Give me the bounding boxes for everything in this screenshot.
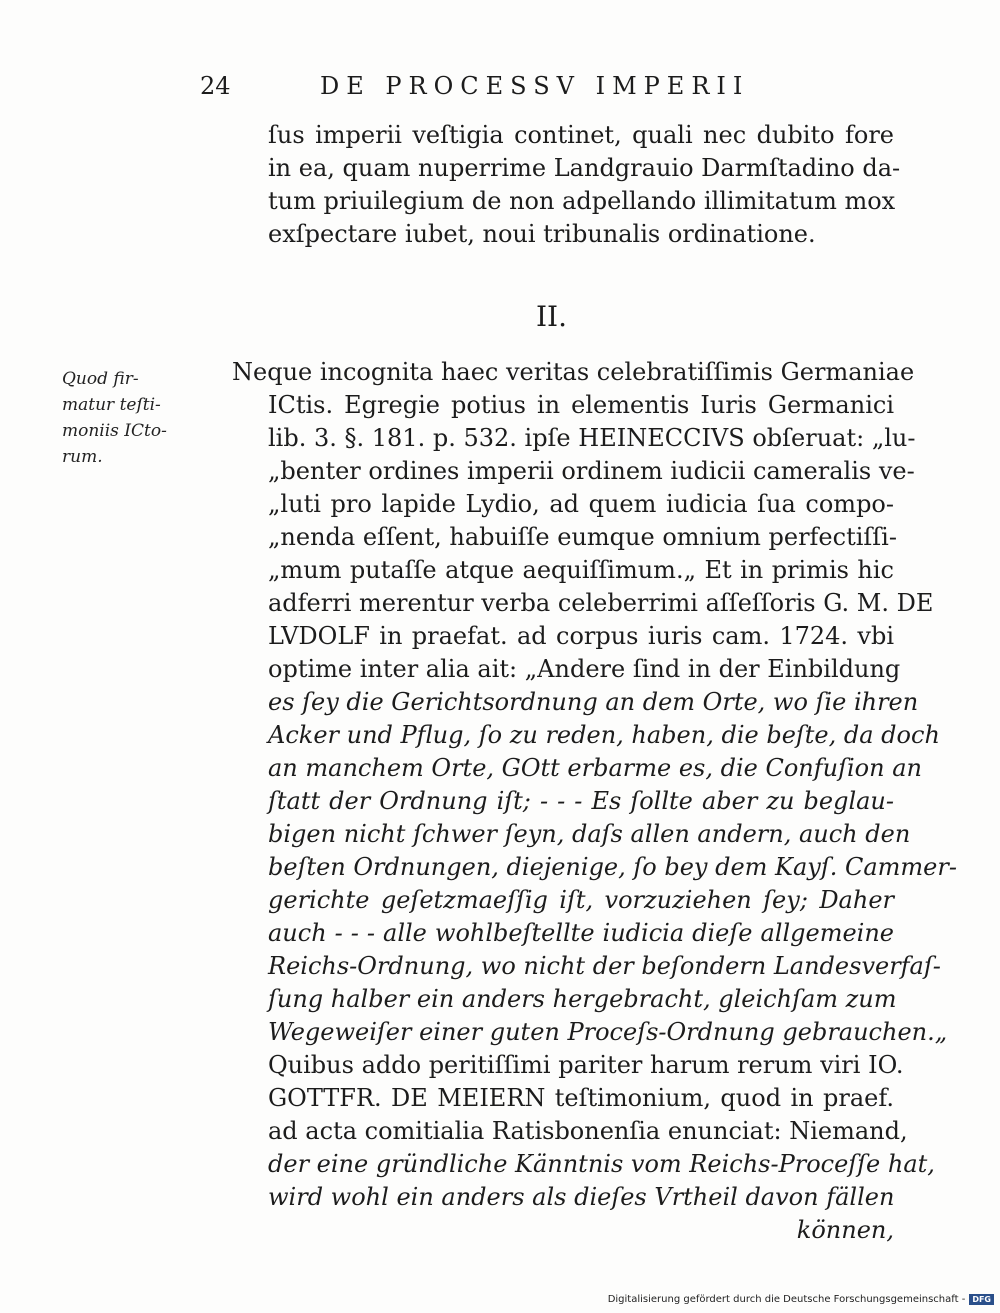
text-line: bigen nicht ſchwer ſeyn, daſs allen andern, auch den [268, 820, 911, 848]
dfg-logo: DFG [969, 1294, 994, 1305]
text-line: ſus imperii veſtigia continet, quali nec dubito fore [268, 121, 894, 149]
text-line: ad acta comitialia Ratisbonenſia enunciat: Niemand, [268, 1117, 908, 1145]
text-line: es ſey die Gerichtsordnung an dem Orte, wo ſie ihren [268, 688, 919, 716]
page-header [200, 72, 900, 112]
text-line: auch - - - alle wohlbeſtellte iudicia dieſe allgemeine [268, 919, 894, 947]
text-line: der eine gründliche Känntnis vom Reichs-Proceſſe hat, [268, 1150, 935, 1178]
text-line: lib. 3. §. 181. p. 532. ipſe HEINECCIVS obſeruat: „lu- [268, 424, 916, 452]
text-line: können, [796, 1216, 894, 1244]
text-line: „benter ordines imperii ordinem iudicii cameralis ve- [268, 457, 915, 485]
margin-note-line: moniis ICto- [62, 421, 167, 441]
text-line: Wegeweiſer einer guten Proceſs-Ordnung gebrauchen.„ [268, 1018, 948, 1046]
text-line: ſtatt der Ordnung iſt; - - - Es ſollte aber zu beglau- [268, 787, 894, 815]
margin-note-line: matur teſti- [62, 395, 161, 415]
text-line: in ea, quam nuperrime Landgrauio Darmſtadino da- [268, 154, 901, 182]
text-line: gerichte geſetzmaeſſig iſt, vorzuziehen ſey; Daher [268, 886, 894, 914]
text-line: „luti pro lapide Lydio, ad quem iudicia ſua compo- [268, 490, 894, 518]
text-line: LVDOLF in praefat. ad corpus iuris cam. 1724. vbi [268, 622, 894, 650]
text-line: Neque incognita haec veritas celebratiſſimis Germaniae [232, 358, 915, 386]
text-line: ſung halber ein anders hergebracht, gleichſam zum [268, 985, 897, 1013]
text-line: GOTTFR. DE MEIERN teſtimonium, quod in praef. [268, 1084, 894, 1112]
text-line: wird wohl ein anders als dieſes Vrtheil davon fällen [268, 1183, 895, 1211]
text-line: Acker und Pflug, ſo zu reden, haben, die beſte, da doch [268, 721, 940, 749]
footer-text: Digitalisierung gefördert durch die Deutsche Forschungsgemeinschaft - [607, 1294, 966, 1305]
margin-note-line: Quod fir- [62, 369, 139, 389]
margin-note-line: rum. [62, 447, 103, 467]
text-line: „nenda eſſent, habuiſſe eumque omnium perfectiſſi- [268, 523, 897, 551]
digitization-footer [608, 1294, 994, 1305]
text-line: an manchem Orte, GOtt erbarme es, die Confuſion an [268, 754, 922, 782]
margin-note [62, 366, 192, 470]
page-number: 24 [200, 72, 231, 100]
text-line: Reichs-Ordnung, wo nicht der beſondern Landesverfaſ- [268, 952, 941, 980]
text-line: Quibus addo peritiſſimi pariter harum rerum viri IO. [268, 1051, 904, 1079]
text-line: adferri merentur verba celeberrimi aſſeſſoris G. M. DE [268, 589, 934, 617]
text-line: tum priuilegium de non adpellando illimitatum mox [268, 187, 896, 215]
text-line: exſpectare iubet, noui tribunalis ordinatione. [268, 220, 816, 248]
section-number: II. [536, 300, 568, 333]
text-line: „mum putaſſe atque aequiſſimum.„ Et in primis hic [268, 556, 894, 584]
text-line: beſten Ordnungen, diejenige, ſo bey dem Kayſ. Cammer- [268, 853, 957, 881]
running-head: DE PROCESSV IMPERII [320, 72, 750, 100]
text-line: optime inter alia ait: „Andere ſind in der Einbildung [268, 655, 901, 683]
text-line: ICtis. Egregie potius in elementis Iuris Germanici [268, 391, 894, 419]
